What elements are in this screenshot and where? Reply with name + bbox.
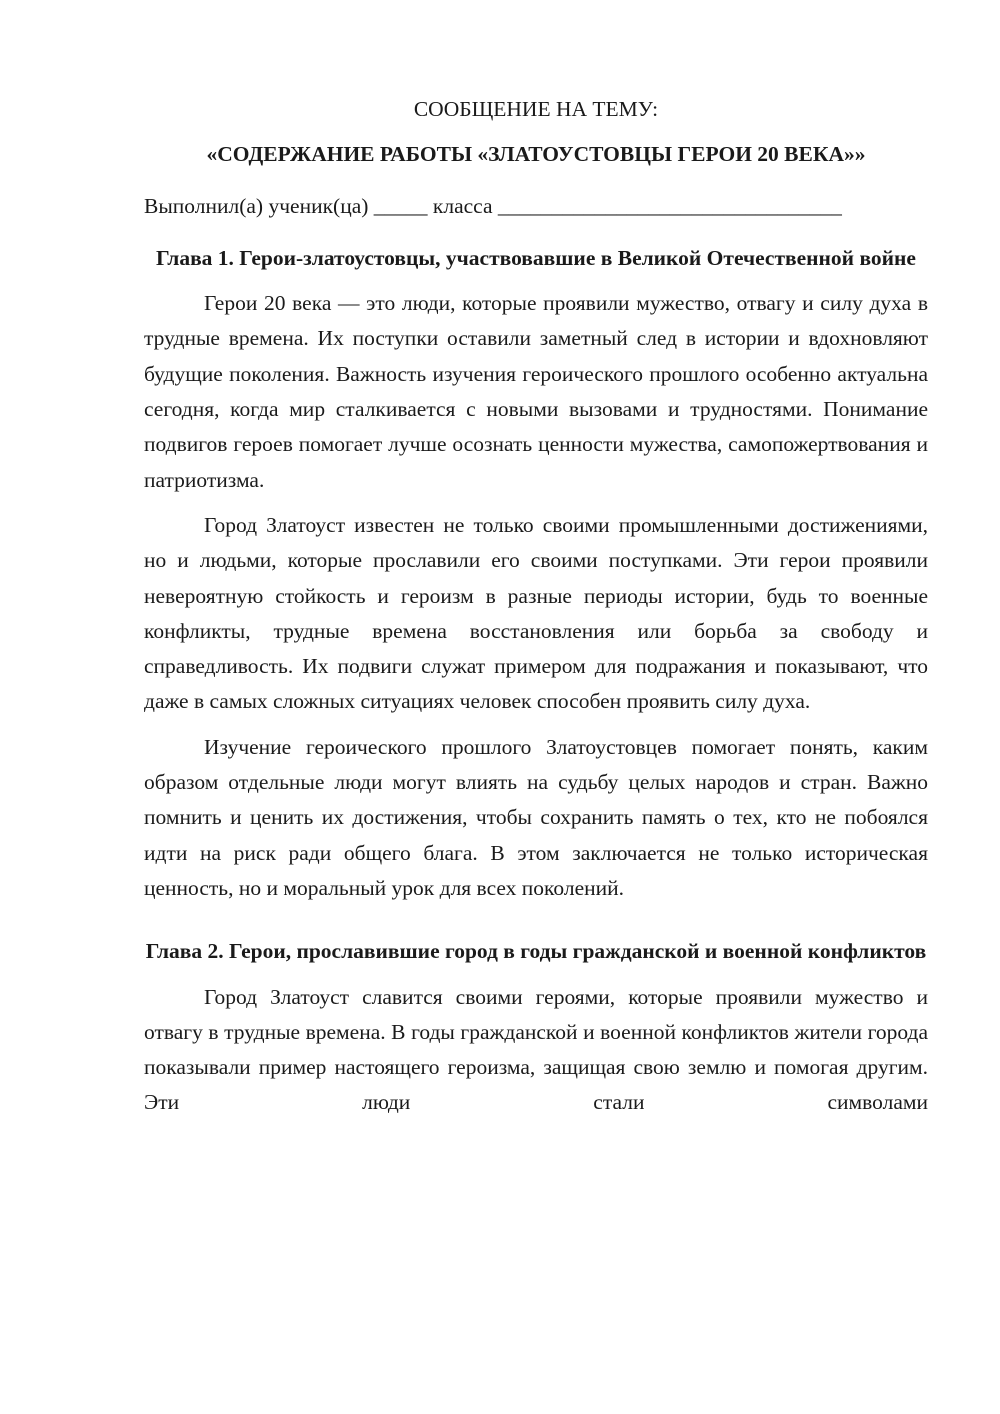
byline: Выполнил(а) ученик(ца) _____ класса ________________________________ bbox=[144, 193, 842, 218]
chapter-2-paragraph-1: Город Златоуст славится своими героями, которые проявили мужество и отвагу в трудные времена. В годы гражданской и военной конфликтов жители города показывали пример настоящего героизма, защищая свою землю и помогая другим. Эти люди стали символами bbox=[144, 984, 928, 1115]
document-page bbox=[144, 92, 928, 1131]
chapter-1-paragraph-1: Герои 20 века — это люди, которые проявили мужество, отвагу и силу духа в трудные времена. Их поступки оставили заметный след в истории и вдохновляют будущие поколения. Важность изучения героического прошлого особенно актуальна сегодня, когда мир сталкивается с новыми вызовами и трудностями. Понимание подвигов героев помогает лучше осознать ценности мужества, самопожертвования и патриотизма. bbox=[144, 291, 928, 492]
chapter-1-paragraph-3: Изучение героического прошлого Златоустовцев помогает понять, каким образом отдельные люди могут влиять на судьбу целых народов и стран. Важно помнить и ценить их достижения, чтобы сохранить память о тех, кто не побоялся идти на риск ради общего блага. В этом заключается не только историческая ценность, но и моральный урок для всех поколений. bbox=[144, 734, 928, 900]
chapter-2-heading: Глава 2. Герои, прославившие город в годы гражданской и военной конфликтов bbox=[145, 939, 927, 964]
chapter-1-heading: Глава 1. Герои-златоустовцы, участвовавшие в Великой Отечественной войне bbox=[156, 245, 916, 270]
document-title-line1: СООБЩЕНИЕ НА ТЕМУ: bbox=[413, 97, 659, 121]
chapter-1-paragraph-2: Город Златоуст известен не только своими промышленными достижениями, но и людьми, которые прославили его своими поступками. Эти герои проявили невероятную стойкость и героизм в разные периоды истории, будь то военные конфликты, трудные времена восстановления или борьба за свободу и справедливость. Их подвиги служат примером для подражания и показывают, что даже в самых сложных ситуациях человек способен проявить силу духа. bbox=[144, 512, 928, 714]
document-title-line2: «СОДЕРЖАНИЕ РАБОТЫ «ЗЛАТОУСТОВЦЫ ГЕРОИ 20 ВЕКА»» bbox=[206, 142, 866, 167]
